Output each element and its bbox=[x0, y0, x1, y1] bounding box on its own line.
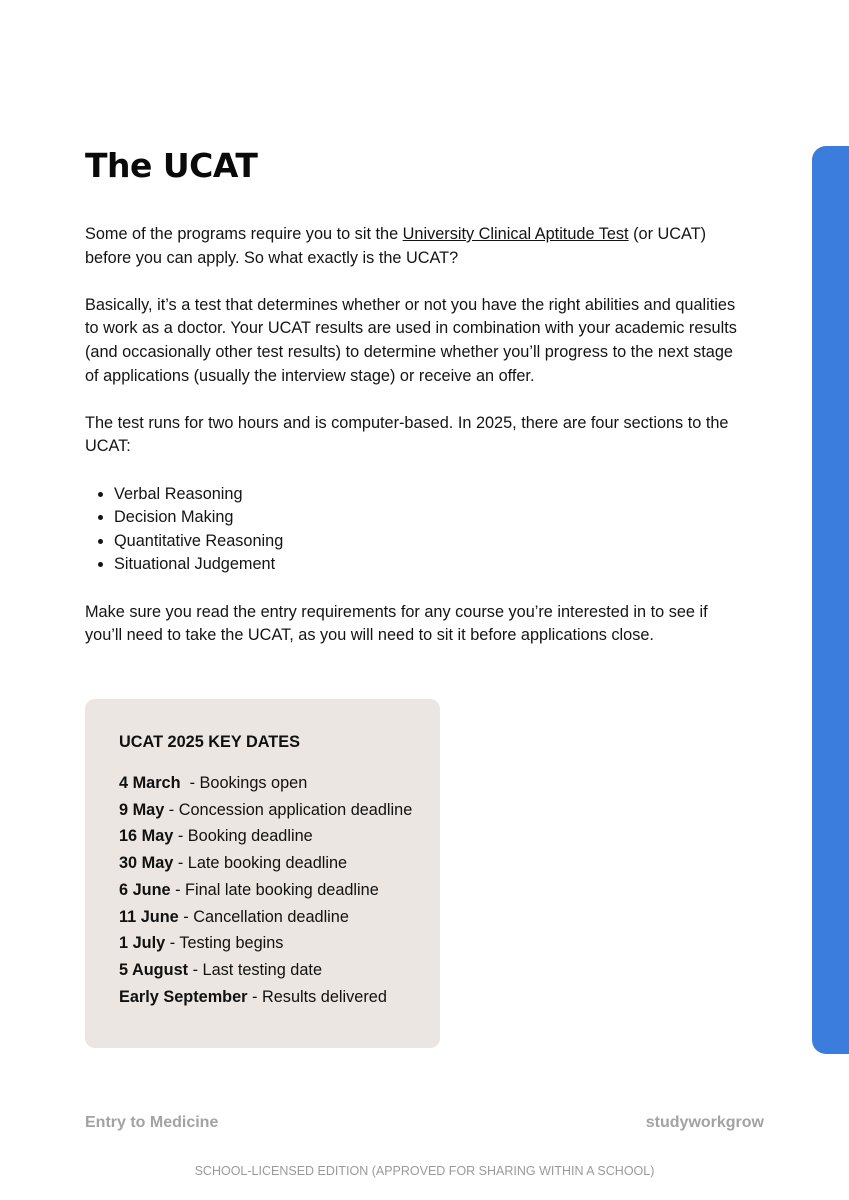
key-date-event: - Results delivered bbox=[247, 987, 387, 1006]
key-date: 9 May bbox=[119, 800, 165, 819]
key-date: Early September bbox=[119, 987, 248, 1006]
key-date: 1 July bbox=[119, 934, 166, 953]
key-date: 16 May bbox=[119, 827, 174, 846]
key-date-event: - Late booking deadline bbox=[173, 854, 348, 873]
key-date-event: - Cancellation deadline bbox=[178, 907, 349, 926]
key-date-row bbox=[119, 823, 440, 850]
list-item: • Quantitative Reasoning bbox=[114, 530, 745, 554]
key-date-row bbox=[119, 957, 440, 984]
list-item: • Verbal Reasoning bbox=[114, 483, 745, 507]
license-notice: SCHOOL-LICENSED EDITION (APPROVED FOR SHARING WITHIN A SCHOOL) bbox=[194, 1164, 655, 1178]
key-date: 5 August bbox=[119, 960, 189, 979]
sections-list bbox=[85, 483, 745, 577]
key-date: 11 June bbox=[119, 907, 179, 926]
format-paragraph: The test runs for two hours and is computer-based. In 2025, there are four sections to the UCAT: bbox=[85, 413, 729, 456]
intro-text-before-link: Some of the programs require you to sit the bbox=[85, 225, 403, 243]
key-dates-box bbox=[85, 699, 440, 1048]
footer-guide-title: Entry to Medicine bbox=[85, 1114, 219, 1131]
footer-brand: studyworkgrow bbox=[645, 1114, 764, 1131]
key-dates-heading: UCAT 2025 KEY DATES bbox=[119, 733, 300, 751]
intro-text-after-link: (or UCAT) before you can apply. So what exactly is the UCAT? bbox=[85, 225, 707, 267]
list-item: • Situational Judgement bbox=[114, 553, 745, 577]
key-date: 4 March bbox=[119, 774, 181, 792]
key-date-event: - Bookings open bbox=[180, 774, 308, 792]
list-item: • Decision Making bbox=[114, 506, 745, 530]
side-accent-tab bbox=[812, 146, 849, 1054]
key-date-event: - Concession application deadline bbox=[164, 800, 413, 819]
main-content bbox=[85, 223, 745, 671]
key-date-row bbox=[119, 984, 440, 1011]
key-date-event: - Last testing date bbox=[188, 960, 322, 979]
key-date-row bbox=[119, 770, 440, 797]
key-date-row bbox=[119, 850, 440, 877]
key-date: 30 May bbox=[119, 854, 174, 873]
key-date: 6 June bbox=[119, 880, 171, 899]
requirements-paragraph: Make sure you read the entry requirements for any course you’re interested in to see if you’ll need to take the UCAT, as you will need to sit it before applications close. bbox=[85, 602, 708, 645]
key-date-row bbox=[119, 930, 440, 957]
key-date-row bbox=[119, 877, 440, 904]
key-date-event: - Final late booking deadline bbox=[170, 880, 379, 899]
key-date-row bbox=[119, 904, 440, 931]
page-title: The UCAT bbox=[85, 146, 258, 185]
intro-paragraph bbox=[85, 223, 745, 270]
ucat-link[interactable]: University Clinical Aptitude Test bbox=[402, 225, 629, 243]
key-date-row bbox=[119, 797, 440, 824]
key-date-event: - Testing begins bbox=[165, 934, 284, 953]
key-date-event: - Booking deadline bbox=[173, 827, 313, 846]
definition-paragraph: Basically, it’s a test that determines whether or not you have the right abilities and qualities to work as a doctor. Your UCAT results are used in combination with your academic results (and occasionally other test results) to determine whether you’ll progress to the next stage of applications (usually the interview stage) or receive an offer. bbox=[85, 295, 737, 385]
